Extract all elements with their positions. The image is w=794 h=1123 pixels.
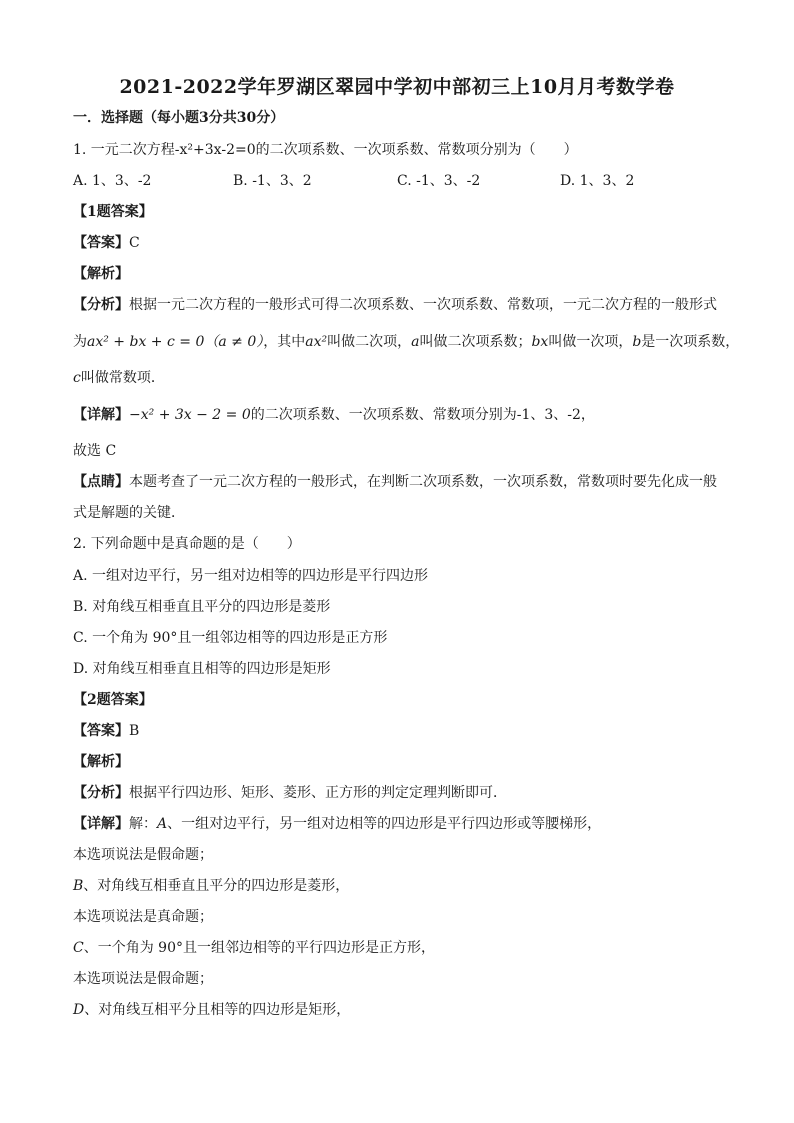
var-c: c <box>73 370 81 386</box>
fenxi-text: 根据一元二次方程的一般形式可得二次项系数、一次项系数、常数项，一元二次方程的一般形式 <box>129 297 717 313</box>
page-title: 2021-2022学年罗湖区翠园中学初中部初三上10月月考数学卷 <box>119 76 675 98</box>
fenxi-text: 叫做二次项， <box>327 334 412 350</box>
xiangjie-text: 、一组对边平行，另一组对边相等的四边形是平行四边形或等腰梯形， <box>167 816 602 832</box>
var-D: D <box>73 1002 85 1018</box>
xiangjie-tag: 【详解】 <box>73 816 129 832</box>
q1-option-d: D. 1、3、2 <box>560 173 635 189</box>
fenxi-tag: 【分析】 <box>73 785 129 801</box>
q1-analysis-header: 【解析】 <box>73 266 129 282</box>
q2-option-d: D. 对角线互相垂直且相等的四边形是矩形 <box>73 661 331 677</box>
var-A: A <box>157 816 168 832</box>
xiangjie-text: 、对角线互相垂直且平分的四边形是菱形， <box>83 878 350 894</box>
fenxi-text: 叫做一次项， <box>548 334 633 350</box>
fenxi-text: 为 <box>73 334 87 350</box>
q1-dianjing-line-2: 式是解题的关键． <box>73 505 185 521</box>
q2-xiangjie-d <box>73 1000 350 1020</box>
q1-conclusion: 故选 C <box>73 443 117 459</box>
fenxi-text: 根据平行四边形、矩形、菱形、正方形的判定定理判断即可． <box>129 785 507 801</box>
fenxi-text: ，其中 <box>263 334 306 350</box>
xiangjie-text: 的二次项系数、一次项系数、常数项分别为-1、3、-2， <box>250 407 595 423</box>
q1-xiangjie-line <box>73 405 595 425</box>
q1-option-a: A. 1、3、-2 <box>73 173 152 189</box>
q2-xiangjie-c <box>73 938 435 958</box>
question-1-stem: 1. 一元二次方程-x²+3x-2=0的二次项系数、一次项系数、常数项分别为（ ） <box>73 142 578 158</box>
question-2-stem: 2. 下列命题中是真命题的是（ ） <box>73 536 301 552</box>
q2-option-c: C. 一个角为 90°且一组邻边相等的四边形是正方形 <box>73 630 388 646</box>
q2-verdict-b: 本选项说法是真命题； <box>73 909 213 925</box>
term-bx: bx <box>531 334 549 350</box>
var-B: B <box>73 878 84 894</box>
answer-value: B <box>129 723 140 739</box>
dianjing-tag: 【点睛】 <box>73 474 129 490</box>
q2-xiangjie-a <box>73 814 601 834</box>
general-form-formula: ax² + bx + c = 0（a ≠ 0） <box>87 334 264 350</box>
q2-analysis-header: 【解析】 <box>73 754 129 770</box>
var-C: C <box>73 940 84 956</box>
dianjing-text: 本题考查了一元二次方程的一般形式，在判断二次项系数，一次项系数，常数项时要先化成一般 <box>129 474 717 490</box>
q1-fenxi-line-3 <box>73 368 165 388</box>
answer-tag: 【答案】 <box>73 723 129 739</box>
answer-value: C <box>129 235 140 251</box>
xiangjie-text: 解： <box>129 816 157 832</box>
q2-xiangjie-b <box>73 876 349 896</box>
xiangjie-text: 、一个角为 90°且一组邻边相等的平行四边形是正方形， <box>83 940 435 956</box>
equation-formula: −x² + 3x − 2 = 0 <box>129 407 251 423</box>
q2-verdict-c: 本选项说法是假命题； <box>73 971 213 987</box>
q1-fenxi-line-2 <box>73 332 739 352</box>
q1-answer-header: 【1题答案】 <box>73 204 153 220</box>
q2-option-b: B. 对角线互相垂直且平分的四边形是菱形 <box>73 599 331 615</box>
section-heading: 一．选择题（每小题3分共30分） <box>73 110 285 126</box>
q2-answer-line <box>73 721 139 741</box>
xiangjie-tag: 【详解】 <box>73 407 129 423</box>
var-a: a <box>411 334 420 350</box>
q1-option-c: C. -1、3、-2 <box>397 173 481 189</box>
answer-tag: 【答案】 <box>73 235 129 251</box>
q1-answer-line <box>73 233 140 253</box>
var-b: b <box>632 334 642 350</box>
fenxi-text: 叫做常数项． <box>80 370 165 386</box>
q1-option-b: B. -1、3、2 <box>233 173 312 189</box>
q2-option-a: A. 一组对边平行，另一组对边相等的四边形是平行四边形 <box>73 568 429 584</box>
q1-dianjing-line-1 <box>73 472 717 492</box>
q2-verdict-a: 本选项说法是假命题； <box>73 847 213 863</box>
fenxi-text: 是一次项系数， <box>641 334 740 350</box>
xiangjie-text: 、对角线互相平分且相等的四边形是矩形， <box>84 1002 351 1018</box>
fenxi-text: 叫做二次项系数； <box>419 334 532 350</box>
q2-answer-header: 【2题答案】 <box>73 692 153 708</box>
q2-fenxi-line <box>73 783 507 803</box>
q1-fenxi-line-1 <box>73 295 717 315</box>
fenxi-tag: 【分析】 <box>73 297 129 313</box>
term-ax2: ax² <box>305 334 328 350</box>
